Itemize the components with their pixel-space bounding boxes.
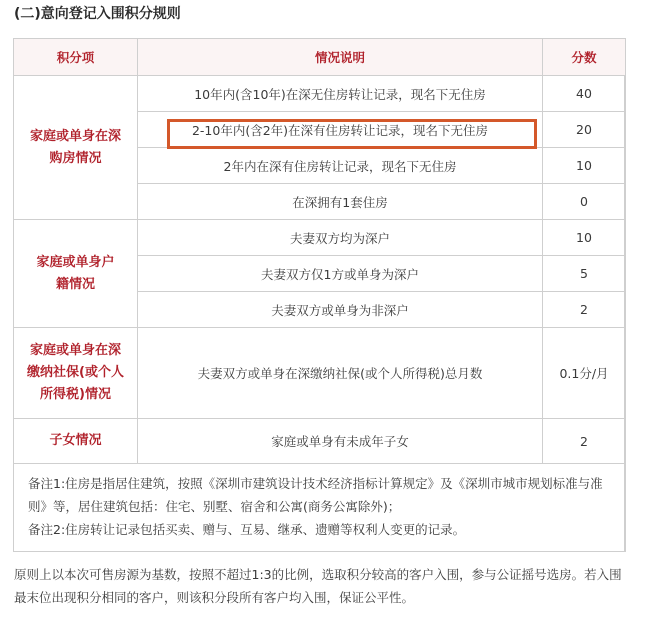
table-row	[14, 328, 626, 419]
row-score: 10	[543, 220, 626, 256]
table-row	[14, 76, 626, 112]
row-description: 家庭或单身有未成年子女	[138, 419, 543, 464]
row-description: 2-10年内(含2年)在深有住房转让记录，现名下无住房	[138, 112, 543, 148]
table-row	[14, 419, 626, 464]
header-score: 分数	[543, 39, 626, 76]
footer-paragraph: 原则上以本次可售房源为基数，按照不超过1:3的比例，选取积分较高的客户入围，参与公证摇号选房。若入围最末位出现积分相同的客户，则该积分段所有客户均入围，保证公平性。	[14, 567, 622, 605]
row-score: 0.1分/月	[543, 328, 626, 419]
row-description: 夫妻双方仅1方或单身为深户	[138, 256, 543, 292]
row-description: 夫妻双方或单身在深缴纳社保(或个人所得税)总月数	[138, 328, 543, 419]
row-score: 2	[543, 292, 626, 328]
category-children: 子女情况	[14, 419, 138, 464]
row-score: 2	[543, 419, 626, 464]
header-category: 积分项	[14, 39, 138, 76]
notes-row	[14, 464, 626, 552]
section-title: (二)意向登记入围积分规则	[14, 6, 181, 22]
category-social-insurance: 家庭或单身在深缴纳社保(或个人所得税)情况	[14, 328, 138, 419]
row-score: 10	[543, 148, 626, 184]
row-description: 10年内(含10年)在深无住房转让记录，现名下无住房	[138, 76, 543, 112]
row-score: 20	[543, 112, 626, 148]
row-description: 夫妻双方或单身为非深户	[138, 292, 543, 328]
header-description: 情况说明	[138, 39, 543, 76]
row-score: 40	[543, 76, 626, 112]
category-purchase-history: 家庭或单身在深购房情况	[14, 76, 138, 220]
category-hukou-status: 家庭或单身户籍情况	[14, 220, 138, 328]
notes-cell	[14, 464, 626, 552]
table-header-row	[14, 39, 626, 76]
row-description: 夫妻双方均为深户	[138, 220, 543, 256]
scoring-rules-table	[13, 38, 625, 552]
note-1: 备注1:住房是指居住建筑，按照《深圳市建筑设计技术经济指标计算规定》及《深圳市城市规划标准与准则》等，居住建筑包括：住宅、别墅、宿舍和公寓(商务公寓除外)；	[28, 476, 603, 514]
row-score: 0	[543, 184, 626, 220]
row-score: 5	[543, 256, 626, 292]
row-description: 2年内在深有住房转让记录，现名下无住房	[138, 148, 543, 184]
note-2: 备注2:住房转让记录包括买卖、赠与、互易、继承、遗赠等权利人变更的记录。	[28, 522, 466, 537]
row-description: 在深拥有1套住房	[138, 184, 543, 220]
table-row	[14, 220, 626, 256]
